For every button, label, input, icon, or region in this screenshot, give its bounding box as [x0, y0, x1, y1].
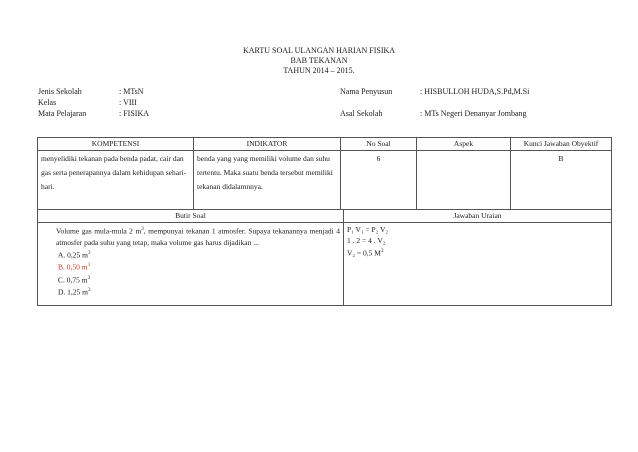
mapel-label: Mata Pelajaran: [38, 109, 87, 118]
table-row: [38, 151, 612, 210]
answer-line-3: V₂ = 0,5 $M^3$: [347, 248, 384, 258]
header-aspek: Aspek: [417, 138, 511, 151]
answer-line-1: P₁ V₁ = P₂ V₂: [347, 225, 389, 234]
table-header-row: [38, 210, 612, 223]
header-jawaban-uraian: Jawaban Uraian: [344, 210, 612, 223]
answer-line-2: 1 . 2 = 4 . V₂: [347, 236, 386, 245]
header-indikator: INDIKATOR: [194, 138, 341, 151]
butir-soal-cell: [38, 223, 344, 306]
header-butir-soal: Butir Soal: [38, 210, 344, 223]
mapel-value: : FISIKA: [119, 109, 150, 118]
chapter-title: BAB TEKANAN: [290, 56, 348, 65]
header-kunci-jawaban: Kunci Jawaban Obyektif: [511, 138, 612, 151]
asal-sekolah-value: : MTs Negeri Denanyar Jombang: [420, 109, 527, 118]
table-header-row: [38, 138, 612, 151]
penyusun-label: Nama Penyusun: [340, 87, 393, 96]
header-kompetensi: KOMPETENSI: [38, 138, 194, 151]
kompetensi-table: [37, 137, 612, 210]
no-soal-cell: 6: [341, 151, 417, 210]
option-b-correct: B. 0,50 $m^3$: [58, 262, 91, 272]
question-text: Volume gas mula-mula 2 $m^3$, mempunyai tekanan 1 atmosfer. Supaya tekanannya menjadi 4 atmosfer pada suhu yang tetap, maka volume gas harus dijadikan ...: [56, 226, 340, 247]
kelas-label: Kelas: [38, 98, 57, 107]
aspek-cell: [417, 151, 511, 210]
jawaban-uraian-cell: [344, 223, 612, 306]
kompetensi-cell: menyelidiki tekanan pada benda padat, cair dan gas serta penerapannya dalam kehidupan sehari-hari.: [38, 151, 194, 210]
option-c: C. 0,75 $m^3$: [58, 275, 91, 284]
penyusun-value: : HISBULLOH HUDA,S.Pd,M.Si: [420, 87, 530, 96]
soal-table: [37, 209, 612, 306]
indikator-cell: benda yang yang memiliki volume dan suhu tertentu. Maka suatu benda tersebut memiliki tekanan didalamnnya.: [194, 151, 341, 210]
asal-sekolah-label: Asal Sekolah: [340, 109, 383, 118]
kelas-value: : VIII: [119, 98, 137, 107]
option-d: D. 1,25 $m^3$: [58, 287, 91, 297]
header-no-soal: No Soal: [341, 138, 417, 151]
jenis-sekolah-value: : MTsN: [119, 87, 144, 96]
document-title: KARTU SOAL ULANGAN HARIAN FISIKA: [242, 46, 396, 55]
year-title: TAHUN 2014 – 2015.: [283, 66, 355, 75]
jenis-sekolah-label: Jenis Sekolah: [38, 87, 82, 96]
option-a: A. 0,25 $m^3$: [58, 250, 91, 259]
kunci-cell: B: [511, 151, 612, 210]
table-row: [38, 223, 612, 306]
